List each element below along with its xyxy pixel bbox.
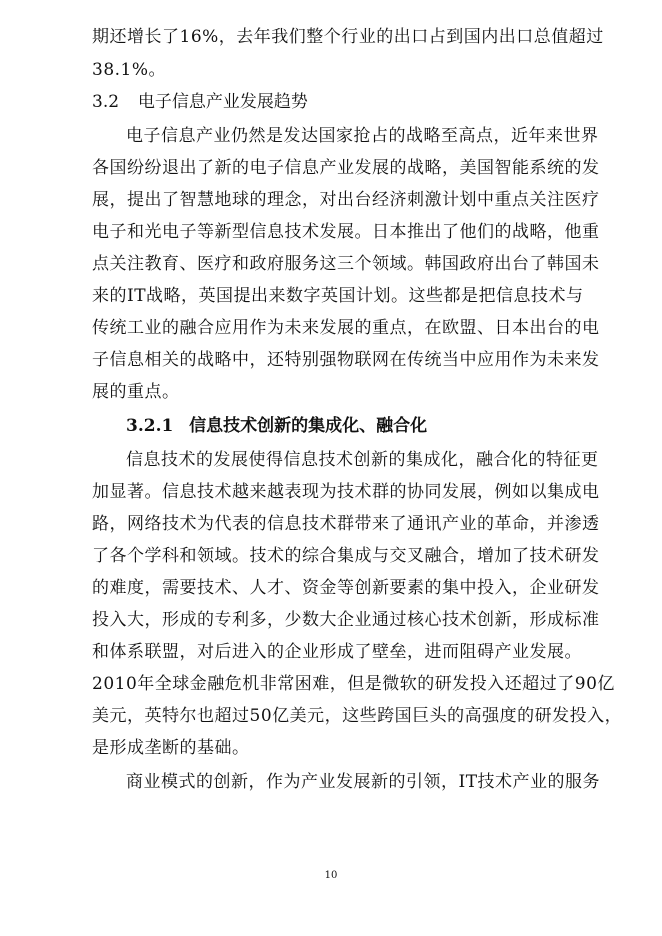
section-title: 信息技术创新的集成化、融合化 — [189, 416, 428, 436]
section-number: 3.2.1 — [126, 416, 174, 436]
section-number: 3.2 — [92, 92, 120, 112]
section-title: 电子信息产业发展趋势 — [137, 92, 308, 112]
page-number: 10 — [324, 870, 338, 881]
text-line: 传统工业的融合应用作为未来发展的重点，在欧盟、日本出台的电 — [92, 318, 600, 338]
section-heading-3-2-1 — [126, 414, 427, 438]
text-line: 信息技术的发展使得信息技术创新的集成化，融合化的特征更 — [126, 450, 599, 470]
text-line: 展的重点。 — [92, 382, 180, 402]
text-line: 美元，英特尔也超过50亿美元，这些跨国巨头的高强度的研发投入， — [92, 706, 623, 726]
text-line: 子信息相关的战略中，还特别强物联网在传统当中应用作为未来发 — [92, 350, 600, 370]
text-line: 期还增长了16%，去年我们整个行业的出口占到国内出口总值超过 — [92, 27, 604, 47]
section-heading-3-2 — [92, 90, 308, 114]
text-line: 38.1%。 — [92, 60, 167, 80]
text-line: 路，网络技术为代表的信息技术群带来了通讯产业的革命，并渗透 — [92, 514, 600, 534]
text-line: 是形成垄断的基础。 — [92, 738, 250, 758]
text-line: 投入大，形成的专利多，少数大企业通过核心技术创新，形成标准 — [92, 610, 600, 630]
text-line: 各国纷纷退出了新的电子信息产业发展的战略，美国智能系统的发 — [92, 158, 600, 178]
text-line: 了各个学科和领域。技术的综合集成与交叉融合，增加了技术研发 — [92, 546, 600, 566]
text-line: 电子和光电子等新型信息技术发展。日本推出了他们的战略，他重 — [92, 222, 600, 242]
text-line: 电子信息产业仍然是发达国家抢占的战略至高点，近年来世界 — [126, 126, 599, 146]
text-line: 2010年全球金融危机非常困难，但是微软的研发投入还超过了90亿 — [92, 674, 615, 694]
text-line: 的难度，需要技术、人才、资金等创新要素的集中投入，企业研发 — [92, 578, 600, 598]
text-line: 来的IT战略，英国提出来数字英国计划。这些都是把信息技术与 — [92, 286, 584, 306]
text-line: 和体系联盟，对后进入的企业形成了壁垒，进而阻碍产业发展。 — [92, 642, 582, 662]
text-line: 加显著。信息技术越来越表现为技术群的协同发展，例如以集成电 — [92, 482, 600, 502]
text-line: 点关注教育、医疗和政府服务这三个领域。韩国政府出台了韩国未 — [92, 254, 600, 274]
text-line: 商业模式的创新，作为产业发展新的引领，IT技术产业的服务 — [126, 772, 601, 792]
text-line: 展，提出了智慧地球的理念，对出台经济刺激计划中重点关注医疗 — [92, 190, 600, 210]
